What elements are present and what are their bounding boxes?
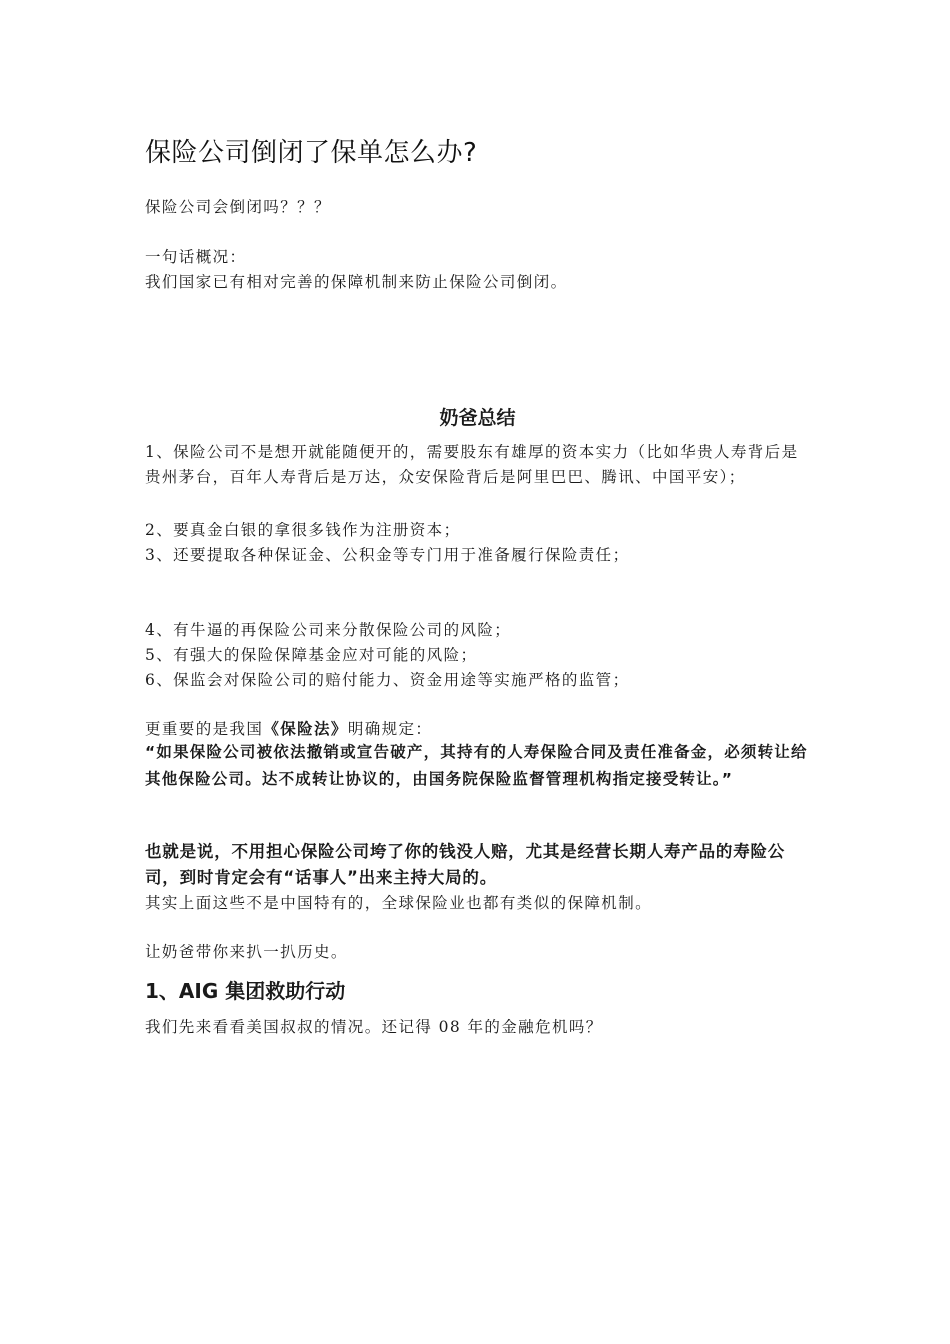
history-intro: 让奶爸带你来扒一扒历史。 [145, 943, 348, 961]
law-name: 《保险法》 [263, 720, 348, 738]
page-title: 保险公司倒闭了保单怎么办? [145, 138, 478, 168]
law-quote: “如果保险公司被依法撤销或宣告破产，其持有的人寿保险合同及责任准备金，必须转让给其他保险公司。达不成转让协议的，由国务院保险监督管理机构指定接受转让。” [145, 743, 808, 788]
summary-item-1: 1、保险公司不是想开就能随便开的，需要股东有雄厚的资本实力（比如华贵人寿背后是贵州茅台，百年人寿背后是万达，众安保险背后是阿里巴巴、腾讯、中国平安）； [145, 443, 799, 486]
summary-item-3: 3、还要提取各种保证金、公积金等专门用于准备履行保险责任； [145, 546, 630, 564]
law-intro-prefix: 更重要的是我国 [145, 720, 264, 738]
law-intro [145, 717, 432, 739]
summary-item-4: 4、有牛逼的再保险公司来分散保险公司的风险； [145, 621, 512, 639]
overview-label: 一句话概况： [145, 248, 247, 266]
summary-heading: 奶爸总结 [439, 407, 516, 429]
conclusion-bold: 也就是说，不用担心保险公司垮了你的钱没人赔，尤其是经营长期人寿产品的寿险公司，到时肯定会有“话事人”出来主持大局的。 [145, 842, 786, 887]
section-1-text: 我们先来看看美国叔叔的情况。还记得 08 年的金融危机吗？ [145, 1018, 603, 1036]
overview-text: 我们国家已有相对完善的保障机制来防止保险公司倒闭。 [145, 273, 568, 291]
summary-item-6: 6、保监会对保险公司的赔付能力、资金用途等实施严格的监管； [145, 671, 630, 689]
law-intro-suffix: 明确规定： [347, 720, 433, 738]
question-line: 保险公司会倒闭吗？？？ [145, 198, 331, 216]
summary-item-2: 2、要真金白银的拿很多钱作为注册资本； [145, 521, 461, 539]
section-1-heading: 1、AIG 集团救助行动 [145, 979, 346, 1003]
summary-item-5: 5、有强大的保险保障基金应对可能的风险； [145, 646, 478, 664]
conclusion-plain: 其实上面这些不是中国特有的，全球保险业也都有类似的保障机制。 [145, 894, 653, 912]
